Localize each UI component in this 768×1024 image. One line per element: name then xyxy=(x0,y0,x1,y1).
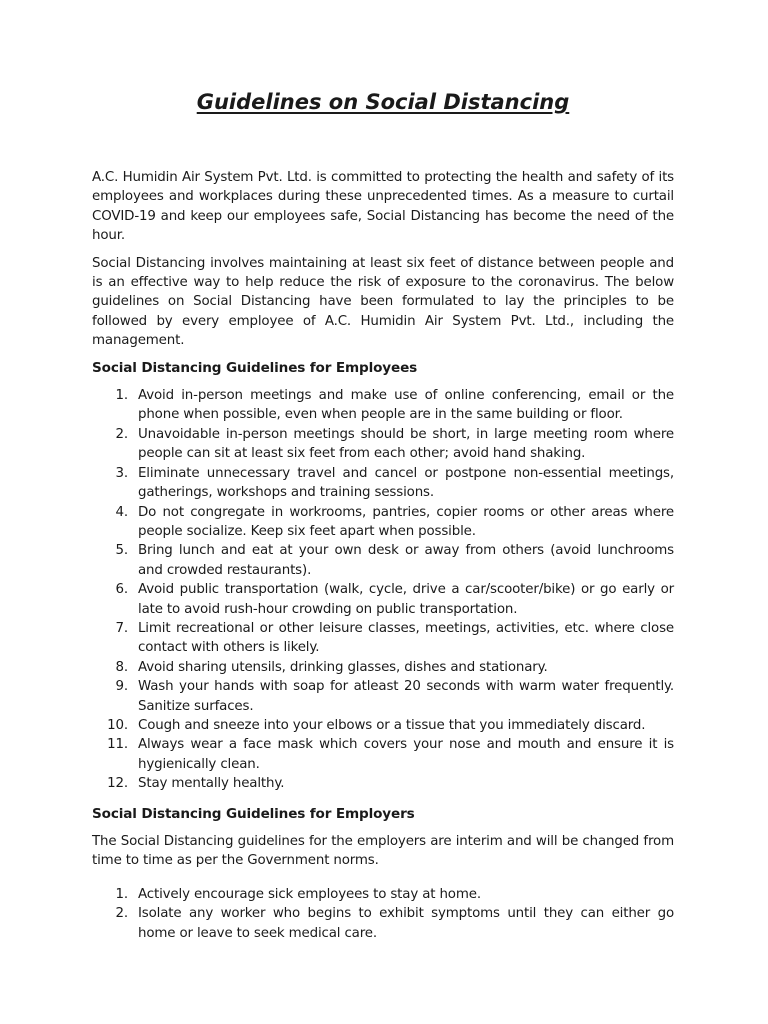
intro-paragraph-2: Social Distancing involves maintaining at least six feet of distance between people and is an effective way to help reduce the risk of exposure to the coronavirus. The below guidelines on Social Distancing have been formulated to lay the principles to be followed by every employee of A.C. Humidin Air System Pvt. Ltd., including the management. xyxy=(92,255,674,349)
employees-guidelines-list xyxy=(92,386,674,794)
employers-intro-paragraph: The Social Distancing guidelines for the employers are interim and will be changed from time to time as per the Government norms. xyxy=(92,834,674,869)
item-text: Avoid sharing utensils, drinking glasses, dishes and stationary. xyxy=(138,659,548,675)
intro-paragraph-1: A.C. Humidin Air System Pvt. Ltd. is committed to protecting the health and safety of its employees and workplaces during these unprecedented times. As a measure to curtail COVID-19 and keep our employees safe, Social Distancing has become the need of the hour. xyxy=(92,170,674,244)
item-number: 10. xyxy=(107,717,128,733)
list-item xyxy=(92,885,674,904)
item-number: 2. xyxy=(115,426,128,442)
item-text: Stay mentally healthy. xyxy=(138,776,285,792)
list-item xyxy=(92,503,674,542)
document-page xyxy=(92,86,674,954)
item-number: 11. xyxy=(107,737,128,753)
item-number: 9. xyxy=(115,679,128,695)
item-text: Avoid in-person meetings and make use of online conferencing, email or the phone when possible, even when people are in the same building or floor. xyxy=(138,388,674,423)
list-item xyxy=(92,464,674,503)
list-item xyxy=(92,658,674,677)
list-item xyxy=(92,677,674,716)
list-item xyxy=(92,904,674,943)
employers-guidelines-list xyxy=(92,885,674,943)
item-number: 3. xyxy=(115,465,128,481)
list-item xyxy=(92,580,674,619)
employers-section-heading: Social Distancing Guidelines for Employers xyxy=(92,805,415,822)
item-text: Eliminate unnecessary travel and cancel or postpone non-essential meetings, gatherings, workshops and training sessions. xyxy=(138,465,674,501)
list-item xyxy=(92,716,674,735)
item-text: Limit recreational or other leisure classes, meetings, activities, etc. where close contact with others is likely. xyxy=(138,620,674,656)
list-item xyxy=(92,386,674,425)
item-text: Wash your hands with soap for atleast 20 seconds with warm water frequently. Sanitize surfaces. xyxy=(138,679,674,714)
document-title: Guidelines on Social Distancing xyxy=(196,90,570,114)
item-number: 2. xyxy=(115,906,128,922)
item-number: 5. xyxy=(115,543,128,559)
item-number: 1. xyxy=(115,388,128,404)
item-text: Unavoidable in-person meetings should be short, in large meeting room where people can sit at least six feet from each other; avoid hand shaking. xyxy=(138,426,674,462)
item-number: 1. xyxy=(115,886,128,902)
item-number: 12. xyxy=(107,776,128,792)
item-text: Actively encourage sick employees to stay at home. xyxy=(138,886,481,902)
list-item xyxy=(92,735,674,774)
list-item xyxy=(92,774,674,793)
item-text: Do not congregate in workrooms, pantries, copier rooms or other areas where people socialize. Keep six feet apart when possible. xyxy=(138,504,674,539)
item-number: 4. xyxy=(115,504,128,520)
item-text: Avoid public transportation (walk, cycle, drive a car/scooter/bike) or go early or late to avoid rush-hour crowding on public transportation. xyxy=(138,582,674,617)
item-text: Bring lunch and eat at your own desk or away from others (avoid lunchrooms and crowded restaurants). xyxy=(138,543,674,578)
item-number: 7. xyxy=(115,620,128,636)
item-number: 8. xyxy=(115,659,128,675)
item-number: 6. xyxy=(115,582,128,598)
list-item xyxy=(92,619,674,658)
list-item xyxy=(92,541,674,580)
item-text: Cough and sneeze into your elbows or a tissue that you immediately discard. xyxy=(138,717,646,733)
item-text: Isolate any worker who begins to exhibit symptoms until they can either go home or leave to seek medical care. xyxy=(138,906,674,941)
item-text: Always wear a face mask which covers your nose and mouth and ensure it is hygienically clean. xyxy=(138,737,674,772)
list-item xyxy=(92,425,674,464)
employees-section-heading: Social Distancing Guidelines for Employees xyxy=(92,359,418,376)
